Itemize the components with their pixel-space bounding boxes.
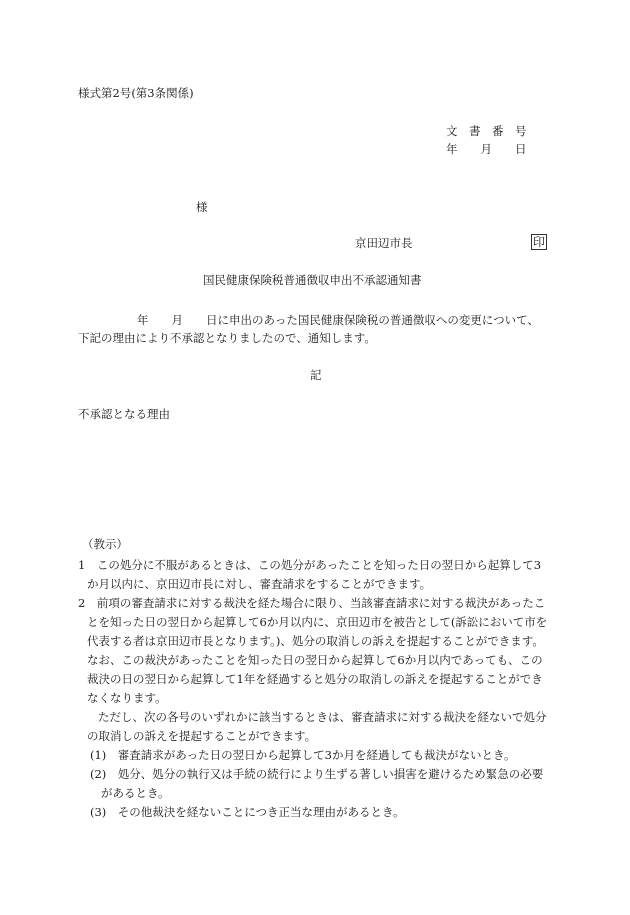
date-label: 年 月 日: [446, 142, 527, 156]
instruction-line: (2) 処分、処分の執行又は手続の続行により生ずる著しい損害を避けるため緊急の必要: [90, 767, 544, 781]
ki-marker: 記: [310, 368, 322, 382]
instruction-line: の取消しの訴えを提起することができます。: [87, 729, 317, 743]
issuer-name: 京田辺市長: [355, 236, 413, 250]
instruction-list: [78, 556, 558, 822]
instruction-line: とを知った日の翌日から起算して6か月以内に、京田辺市を被告として(訴訟において市を: [87, 615, 548, 629]
instruction-item-2: [78, 594, 558, 708]
reason-heading: 不承認となる理由: [78, 407, 170, 421]
instruction-line: (1) 審査請求があった日の翌日から起算して3か月を経過しても裁決がないとき。: [90, 748, 516, 762]
instruction-item-1: [78, 556, 558, 594]
document-number-label: 文 書 番 号: [446, 124, 527, 138]
form-label: 様式第2号(第3条関係): [78, 86, 194, 100]
instruction-sub-3: [78, 803, 558, 822]
instruction-sub-2: [78, 765, 558, 803]
instruction-line: なお、この裁決があったことを知った日の翌日から起算して6か月以内であっても、この: [87, 653, 543, 667]
instruction-line: 2 前項の審査請求に対する裁決を経た場合に限り、当該審査請求に対する裁決があったこ: [78, 596, 546, 610]
instruction-line: なくなります。: [87, 691, 167, 705]
addressee-suffix: 様: [196, 200, 208, 214]
instruction-heading: （教示）: [82, 537, 128, 551]
document-title: 国民健康保険税普通徴収申出不承認通知書: [203, 273, 422, 287]
body-line-1: 年 月 日に申出のあった国民健康保険税の普通徴収への変更について、: [137, 313, 539, 327]
instruction-proviso: [78, 708, 558, 746]
instruction-line: 1 この処分に不服があるときは、この処分があったことを知った日の翌日から起算して3: [78, 558, 542, 572]
instruction-line: 裁決の日の翌日から起算して1年を経過すると処分の取消しの訴えを提起することができ: [87, 672, 543, 686]
instruction-line: ただし、次の各号のいずれかに該当するときは、審査請求に対する裁決を経ないで処分: [98, 710, 547, 724]
body-line-2: 下記の理由により不承認となりましたので、通知します。: [78, 331, 376, 345]
instruction-line: か月以内に、京田辺市長に対し、審査請求をすることができます。: [87, 577, 432, 591]
instruction-line: 代表する者は京田辺市長となります。)、処分の取消しの訴えを提起することができます。: [87, 634, 544, 648]
instruction-line: があるとき。: [101, 786, 170, 800]
instruction-line: (3) その他裁決を経ないことにつき正当な理由があるとき。: [90, 805, 405, 819]
seal-stamp: 印: [533, 235, 546, 249]
instruction-sub-1: [78, 746, 558, 765]
